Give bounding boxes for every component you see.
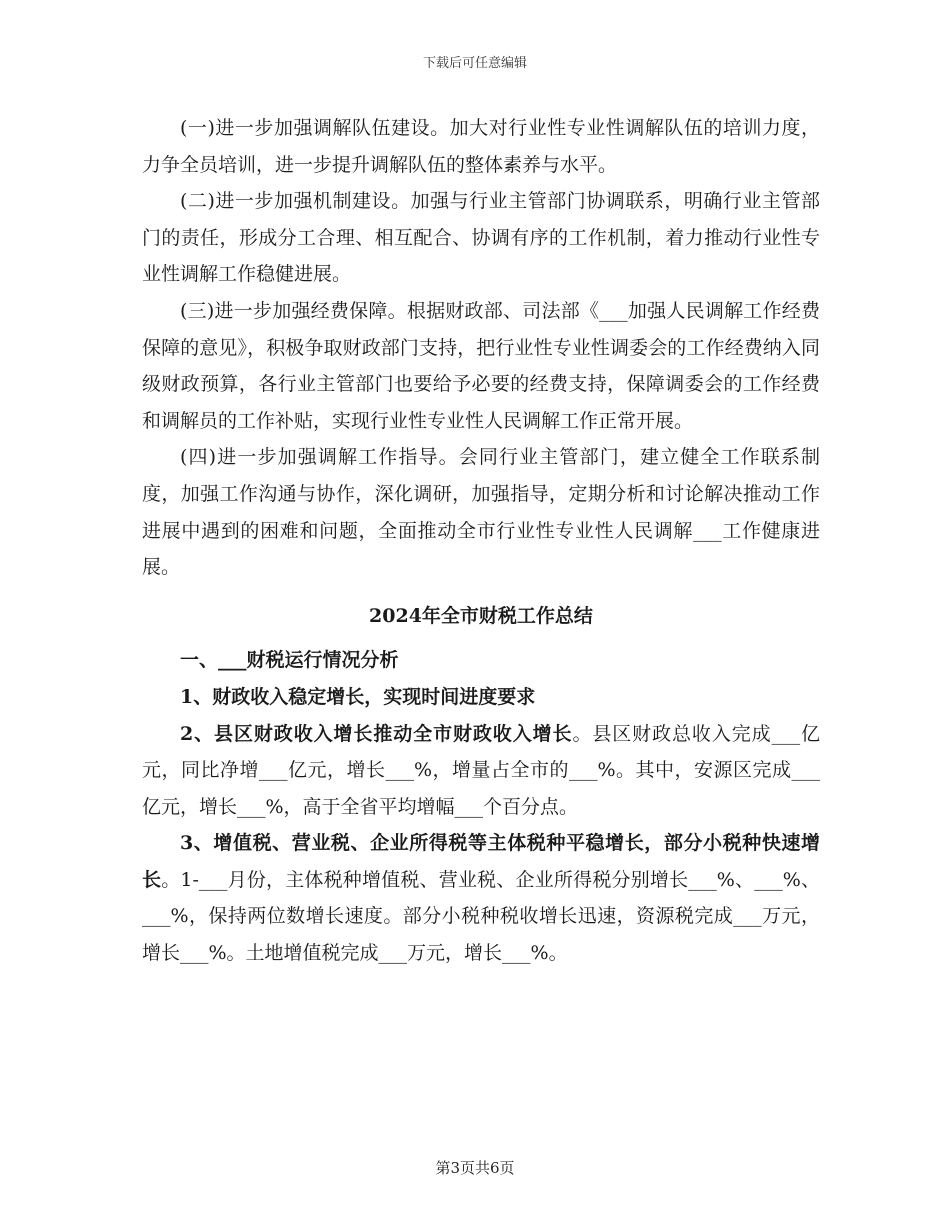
item-3-lead: 3、增值税、营业税、企业所得税等主体税种平稳增长，部分小税种快速增长	[142, 832, 820, 891]
document-body	[142, 110, 820, 972]
item-2-lead: 2、县区财政收入增长推动全市财政收入增长	[180, 722, 573, 745]
heading-1: 一、___财税运行情况分析	[180, 649, 399, 672]
item-3	[142, 825, 820, 971]
section-title: 2024年全市财税工作总结	[369, 604, 593, 627]
page-footer: 第3页共6页	[435, 1159, 515, 1177]
item-3-text: 。1-___月份，主体税种增值税、营业税、企业所得税分别增长___%、___%、___%，保持两位数增长速度。部分小税种税收增长迅速，资源税完成___万元，增长___%。土地增值税完成___万元，增长___%。	[142, 868, 820, 965]
paragraph-2: (二)进一步加强机制建设。加强与行业主管部门协调联系，明确行业主管部门的责任，形成分工合理、相互配合、协调有序的工作机制，着力推动行业性专业性调解工作稳健进展。	[142, 190, 820, 286]
item-1: 1、财政收入稳定增长，实现时间进度要求	[180, 685, 536, 708]
paragraph-3: (三)进一步加强经费保障。根据财政部、司法部《___加强人民调解工作经费保障的意见》，积极争取财政部门支持，把行业性专业性调委会的工作经费纳入同级财政预算，各行业主管部门也要给予必要的经费支持，保障调委会的工作经费和调解员的工作补贴，实现行业性专业性人民调解工作正常开展。	[142, 299, 820, 432]
page-header: 下载后可任意编辑	[422, 56, 527, 71]
paragraph-1: (一)进一步加强调解队伍建设。加大对行业性专业性调解队伍的培训力度，力争全员培训，进一步提升调解队伍的整体素养与水平。	[142, 117, 820, 176]
paragraph-4: (四)进一步加强调解工作指导。会同行业主管部门，建立健全工作联系制度，加强工作沟通与协作，深化调研，加强指导，定期分析和讨论解决推动工作进展中遇到的困难和问题，全面推动全市行业性专业性人民调解___工作健康进展。	[142, 446, 820, 579]
item-2-text: 。县区财政总收入完成___亿元，同比净增___亿元，增长___%，增量占全市的___%。其中，安源区完成___亿元，增长___%，高于全省平均增幅___个百分点。	[142, 722, 820, 818]
item-2	[142, 716, 820, 826]
